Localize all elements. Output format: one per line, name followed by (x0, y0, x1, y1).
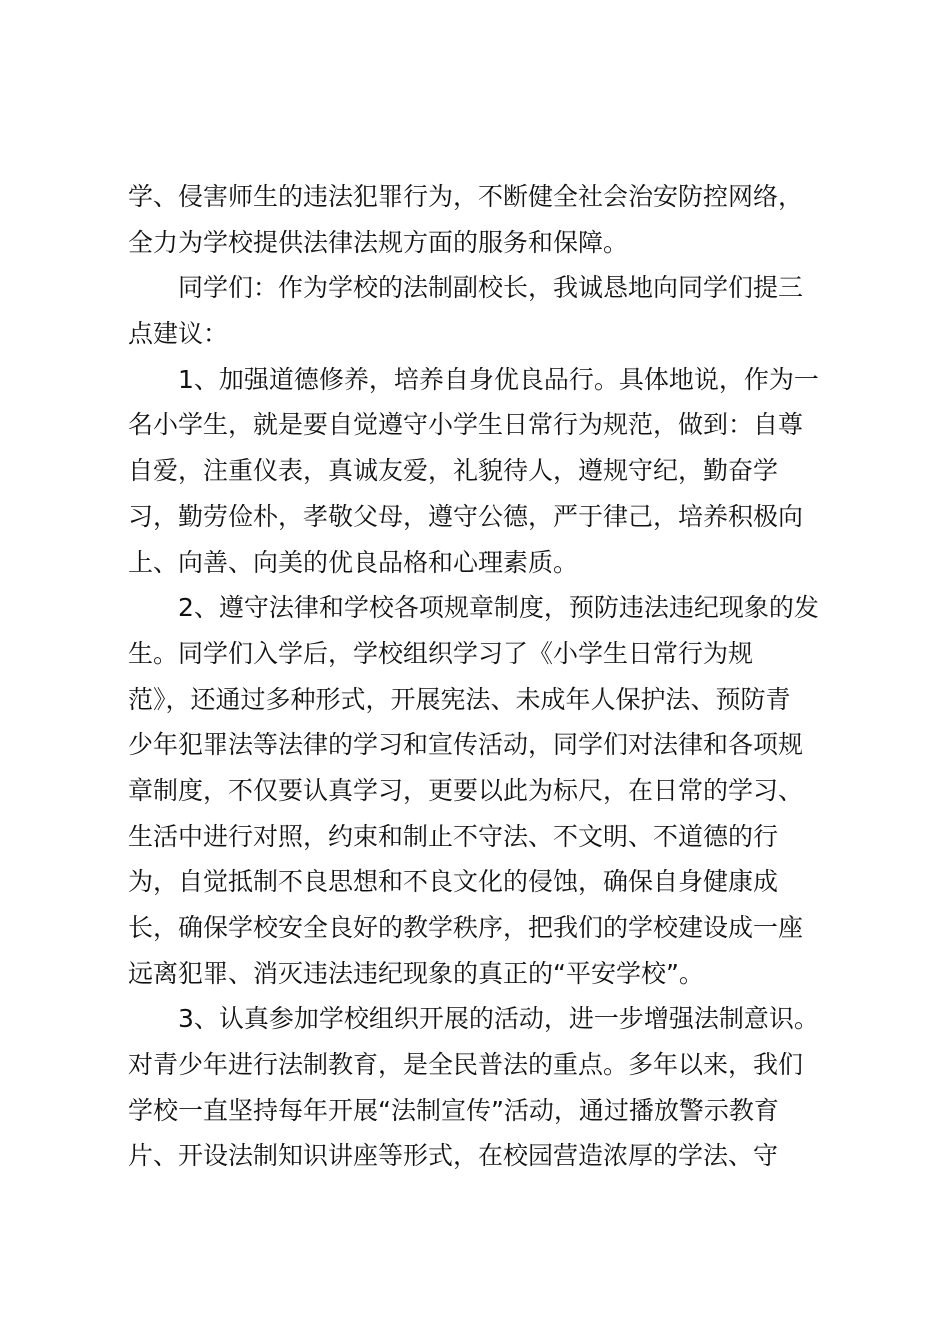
paragraph-first-line: 同学们：作为学校的法制副校长，我诚恳地向同学们提三 (178, 273, 804, 303)
text-line: 生活中进行对照，约束和制止不守法、不文明、不道德的行 (128, 821, 779, 851)
text-line: 全力为学校提供法律法规方面的服务和保障。 (128, 227, 629, 257)
text-line: 自爱，注重仪表，真诚友爱，礼貌待人，遵规守纪，勤奋学 (128, 456, 779, 486)
text-line: 上、向善、向美的优良品格和心理素质。 (128, 547, 579, 577)
text-line: 为，自觉抵制不良思想和不良文化的侵蚀，确保自身健康成 (128, 867, 779, 897)
text-line: 点建议： (128, 319, 229, 349)
text-line: 远离犯罪、消灭违法违纪现象的真正的“平安学校”。 (128, 958, 704, 988)
text-line: 生。同学们入学后，学校组织学习了《小学生日常行为规 (128, 638, 754, 668)
text-line: 习，勤劳俭朴，孝敬父母，遵守公德，严于律己，培养积极向 (128, 501, 804, 531)
paragraph-first-line: 1、加强道德修养，培养自身优良品行。具体地说，作为一 (178, 364, 819, 394)
text-line: 少年犯罪法等法律的学习和宣传活动，同学们对法律和各项规 (128, 730, 804, 760)
text-line: 片、开设法制知识讲座等形式，在校园营造浓厚的学法、守 (128, 1141, 779, 1171)
text-line: 学、侵害师生的违法犯罪行为，不断健全社会治安防控网络， (128, 182, 804, 211)
text-line: 名小学生，就是要自觉遵守小学生日常行为规范，做到：自尊 (128, 410, 804, 440)
text-line: 长，确保学校安全良好的教学秩序，把我们的学校建设成一座 (128, 913, 804, 942)
text-line: 学校一直坚持每年开展“法制宣传”活动，通过播放警示教育 (128, 1095, 779, 1125)
paragraph-first-line: 3、认真参加学校组织开展的活动，进一步增强法制意识。 (178, 1004, 819, 1034)
text-line: 章制度，不仅要认真学习，更要以此为标尺，在日常的学习、 (128, 775, 804, 805)
text-line: 范》，还通过多种形式，开展宪法、未成年人保护法、预防青 (128, 684, 791, 714)
text-line: 对青少年进行法制教育，是全民普法的重点。多年以来，我们 (128, 1050, 804, 1080)
body-text (128, 174, 840, 1179)
paragraph-first-line: 2、遵守法律和学校各项规章制度，预防违法违纪现象的发 (178, 593, 819, 623)
